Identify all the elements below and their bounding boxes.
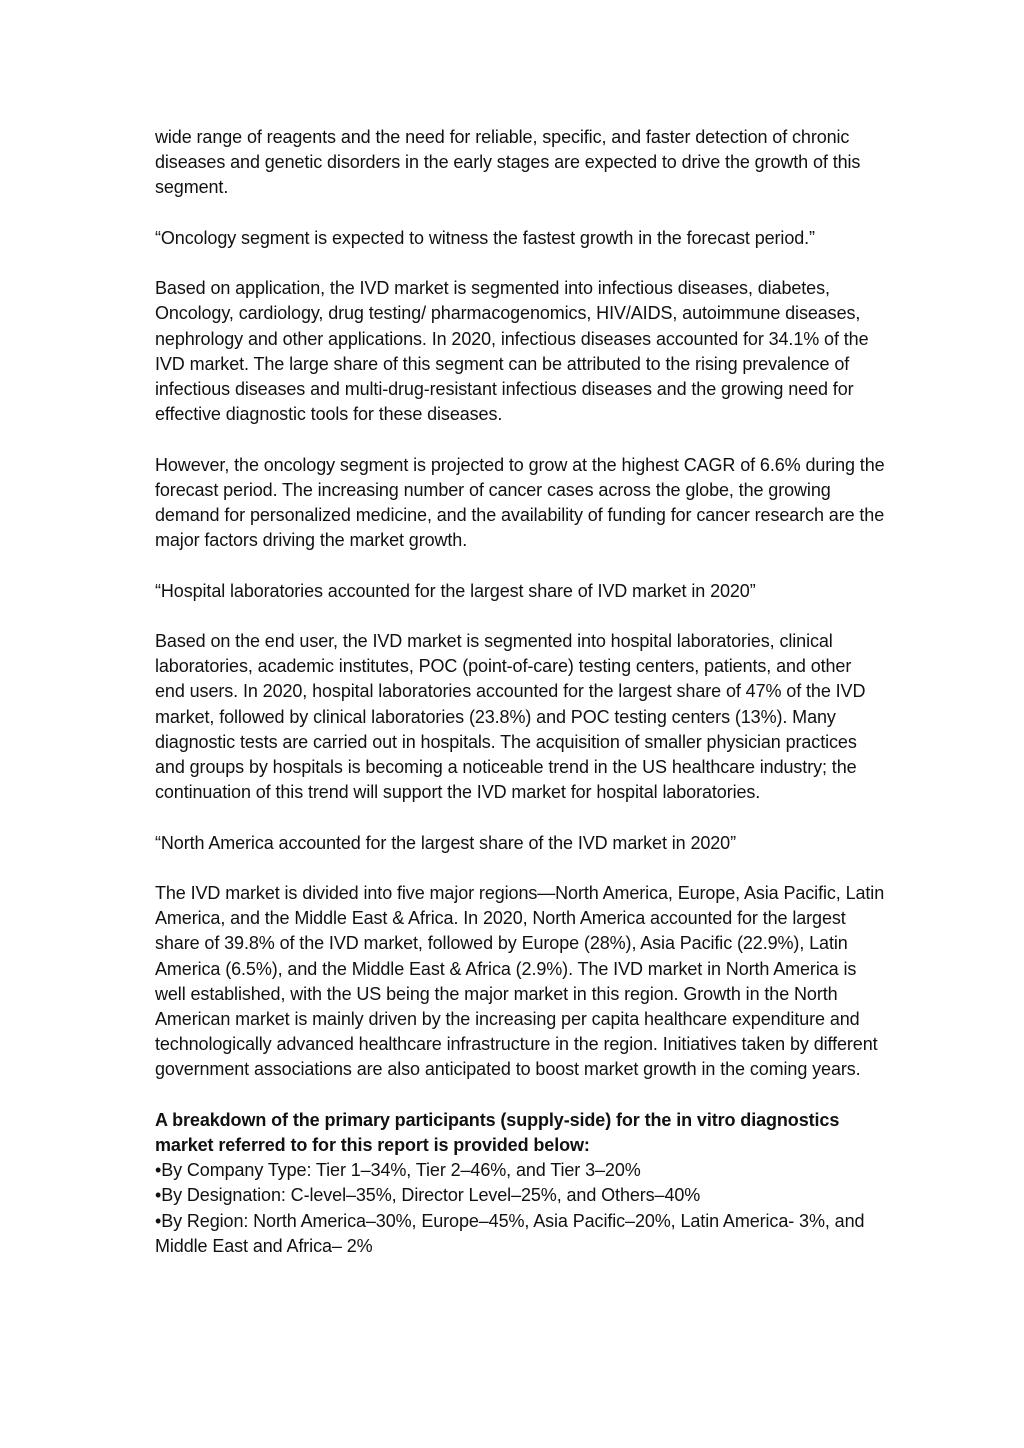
paragraph-application-segments: Based on application, the IVD market is segmented into infectious diseases, diabetes, Oncology, cardiology, drug testing/ pharmacogenomics, HIV/AIDS, autoimmune diseases, nephrology and other applications. In 2020, infectious diseases accounted for 34.1% of the IVD market. The large share of this segment can be attributed to the rising prevalence of infectious diseases and multi-drug-resistant infectious diseases and the growing need for effective diagnostic tools for these diseases. [155, 278, 869, 425]
paragraph-oncology-cagr: However, the oncology segment is projected to grow at the highest CAGR of 6.6% during the forecast period. The increasing number of cancer cases across the globe, the growing demand for personalized medicine, and the availability of funding for cancer research are the major factors driving the market growth. [155, 454, 885, 551]
document-page [155, 125, 885, 1259]
quote-hospital-laboratories: “Hospital laboratories accounted for the largest share of IVD market in 2020” [155, 580, 756, 601]
participant-breakdown-list [155, 1158, 885, 1259]
paragraph-end-user-segments: Based on the end user, the IVD market is segmented into hospital laboratories, clinical laboratories, academic institutes, POC (point-of-care) testing centers, patients, and other end users. In 2020, hospital laboratories accounted for the largest share of 47% of the IVD market, followed by clinical laboratories (23.8%) and POC testing centers (13%). Many diagnostic tests are carried out in hospitals. The acquisition of smaller physician practices and groups by hospitals is becoming a noticeable trend in the US healthcare industry; the continuation of this trend will support the IVD market for hospital laboratories. [155, 630, 866, 803]
quote-north-america: “North America accounted for the largest share of the IVD market in 2020” [155, 832, 736, 853]
primary-participants-heading: A breakdown of the primary participants (supply-side) for the in vitro diagnostics market referred to for this report is provided below: [155, 1109, 840, 1155]
paragraph-segment-growth: wide range of reagents and the need for reliable, specific, and faster detection of chronic diseases and genetic disorders in the early stages are expected to drive the growth of this segment. [155, 127, 861, 198]
paragraph-regional-breakdown: The IVD market is divided into five major regions—North America, Europe, Asia Pacific, Latin America, and the Middle East & Africa. In 2020, North America accounted for the largest share of 39.8% of the IVD market, followed by Europe (28%), Asia Pacific (22.9%), Latin America (6.5%), and the Middle East & Africa (2.9%). The IVD market in North America is well established, with the US being the major market in this region. Growth in the North American market is mainly driven by the increasing per capita healthcare expenditure and technologically advanced healthcare infrastructure in the region. Initiatives taken by different government associations are also anticipated to boost market growth in the coming years. [155, 882, 885, 1080]
list-item-region: •By Region: North America–30%, Europe–45%, Asia Pacific–20%, Latin America- 3%, and Middle East and Africa– 2% [155, 1210, 865, 1256]
list-item-company-type: •By Company Type: Tier 1–34%, Tier 2–46%, and Tier 3–20% [155, 1160, 641, 1181]
list-item-designation: •By Designation: C-level–35%, Director Level–25%, and Others–40% [155, 1185, 701, 1206]
quote-oncology-growth: “Oncology segment is expected to witness the fastest growth in the forecast period.” [155, 227, 815, 248]
